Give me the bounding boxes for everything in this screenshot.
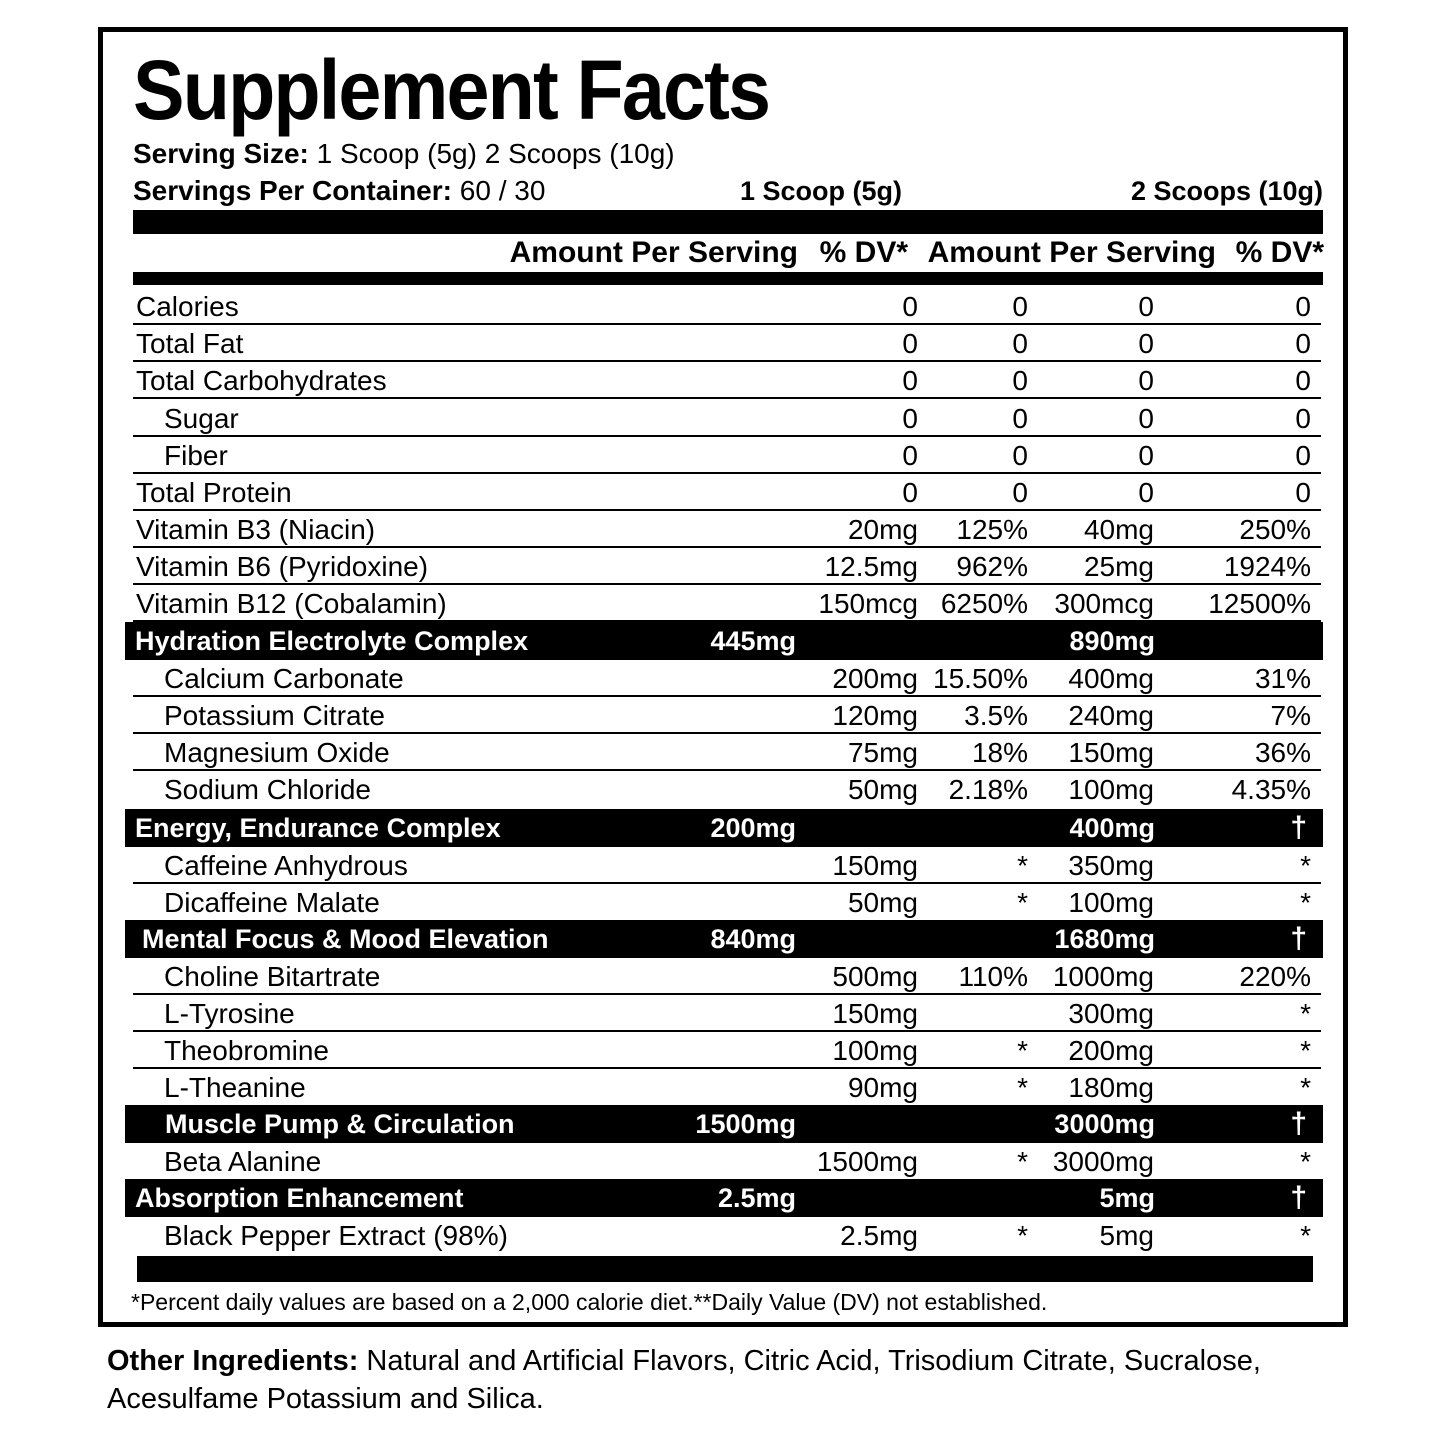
amount-1-scoop: 0 bbox=[902, 291, 918, 322]
dv-2-scoops: 7% bbox=[1270, 700, 1311, 731]
servings-per-container-value: 60 / 30 bbox=[459, 175, 546, 206]
dv-2-scoops: 0 bbox=[1295, 440, 1311, 471]
dv-2-scoops: 0 bbox=[1295, 403, 1311, 434]
row-name: Black Pepper Extract (98%) bbox=[164, 1220, 508, 1251]
table-row bbox=[133, 585, 1321, 622]
dv-2-scoops: * bbox=[1300, 850, 1311, 881]
row-name: Dicaffeine Malate bbox=[164, 887, 380, 918]
amount-1-scoop: 500mg bbox=[832, 961, 918, 992]
dv-1-scoop: 18% bbox=[971, 737, 1028, 768]
table-row bbox=[133, 288, 1321, 325]
table-row bbox=[133, 884, 1321, 921]
footnote: *Percent daily values are based on a 2,000 calorie diet.**Daily Value (DV) not established. bbox=[131, 1289, 1048, 1315]
dv-1-scoop: * bbox=[1017, 887, 1028, 918]
dv-1-scoop: 0 bbox=[1012, 365, 1028, 396]
row-name: L-Theanine bbox=[164, 1072, 306, 1103]
dv-1-scoop: 0 bbox=[1012, 403, 1028, 434]
dv-2-scoops: 220% bbox=[1239, 961, 1311, 992]
row-name: Sugar bbox=[164, 403, 239, 434]
dv-1-scoop: 0 bbox=[1012, 477, 1028, 508]
section-amount-1-scoop: 200mg bbox=[710, 813, 796, 843]
table-row bbox=[133, 437, 1321, 474]
amount-per-serving-header-1: Amount Per Serving bbox=[509, 236, 798, 269]
medium-divider bbox=[133, 272, 1323, 285]
row-name: Vitamin B3 (Niacin) bbox=[136, 514, 376, 545]
table-row bbox=[133, 660, 1321, 697]
amount-2-scoops: 300mg bbox=[1068, 998, 1154, 1029]
table-row bbox=[133, 325, 1321, 362]
amount-1-scoop: 0 bbox=[902, 477, 918, 508]
amount-1-scoop: 2.5mg bbox=[840, 1220, 918, 1251]
table-row bbox=[133, 400, 1321, 437]
amount-2-scoops: 1000mg bbox=[1052, 961, 1154, 992]
serving-size-value: 1 Scoop (5g) 2 Scoops (10g) bbox=[316, 138, 675, 169]
row-name: Vitamin B6 (Pyridoxine) bbox=[136, 551, 429, 582]
section-dagger: † bbox=[1290, 1181, 1307, 1214]
bottom-divider bbox=[137, 1256, 1313, 1282]
row-name: Calories bbox=[136, 291, 239, 322]
thick-divider bbox=[133, 210, 1323, 234]
amount-1-scoop: 12.5mg bbox=[824, 551, 918, 582]
amount-2-scoops: 100mg bbox=[1068, 774, 1154, 805]
row-name: L-Tyrosine bbox=[164, 998, 295, 1029]
table-row bbox=[133, 1069, 1321, 1106]
amount-2-scoops: 240mg bbox=[1068, 700, 1154, 731]
table-row bbox=[133, 995, 1321, 1032]
dv-1-scoop: * bbox=[1017, 1072, 1028, 1103]
dv-2-scoops: * bbox=[1300, 998, 1311, 1029]
panel-title: Supplement Facts bbox=[133, 43, 770, 137]
section-name: Muscle Pump & Circulation bbox=[165, 1109, 515, 1139]
dv-2-scoops: * bbox=[1300, 1220, 1311, 1251]
dv-header-2: % DV* bbox=[1235, 236, 1324, 269]
other-ingredients-label: Other Ingredients: bbox=[107, 1345, 359, 1377]
amount-1-scoop: 1500mg bbox=[816, 1146, 918, 1177]
row-name: Caffeine Anhydrous bbox=[164, 850, 408, 881]
dv-2-scoops: 36% bbox=[1254, 737, 1311, 768]
row-name: Total Protein bbox=[136, 477, 292, 508]
row-name: Theobromine bbox=[164, 1035, 329, 1066]
amount-2-scoops: 0 bbox=[1138, 365, 1154, 396]
amount-2-scoops: 40mg bbox=[1083, 514, 1154, 545]
dv-1-scoop: 125% bbox=[956, 514, 1028, 545]
amount-1-scoop: 150mcg bbox=[818, 588, 918, 619]
dv-2-scoops: * bbox=[1300, 887, 1311, 918]
table-row bbox=[133, 548, 1321, 585]
dv-1-scoop: 2.18% bbox=[948, 774, 1028, 805]
section-amount-1-scoop: 840mg bbox=[710, 924, 796, 954]
amount-1-scoop: 120mg bbox=[832, 700, 918, 731]
amount-2-scoops: 0 bbox=[1138, 477, 1154, 508]
amount-1-scoop: 50mg bbox=[847, 887, 918, 918]
row-name: Potassium Citrate bbox=[164, 700, 385, 731]
amount-2-scoops: 400mg bbox=[1068, 663, 1154, 694]
dv-2-scoops: 31% bbox=[1254, 663, 1311, 694]
amount-2-scoops: 25mg bbox=[1083, 551, 1154, 582]
amount-1-scoop: 150mg bbox=[832, 850, 918, 881]
table-row bbox=[133, 697, 1321, 734]
dv-1-scoop: 110% bbox=[958, 961, 1028, 992]
amount-2-scoops: 3000mg bbox=[1052, 1146, 1154, 1177]
table-row bbox=[133, 958, 1321, 995]
section-header bbox=[125, 622, 1323, 660]
section-amount-1-scoop: 445mg bbox=[710, 626, 796, 656]
dv-1-scoop: 6250% bbox=[940, 588, 1028, 619]
dv-1-scoop: 962% bbox=[956, 551, 1028, 582]
other-ingredients-value: Natural and Artificial Flavors, Citric Acid, Trisodium Citrate, Sucralose, Acesulfame Potassium and Silica. bbox=[107, 1345, 1261, 1415]
dv-2-scoops: 12500% bbox=[1208, 588, 1311, 619]
row-name: Beta Alanine bbox=[164, 1146, 322, 1177]
amount-1-scoop: 0 bbox=[902, 440, 918, 471]
section-header bbox=[125, 809, 1323, 847]
dv-2-scoops: 0 bbox=[1295, 328, 1311, 359]
row-name: Fiber bbox=[164, 440, 228, 471]
amount-1-scoop: 90mg bbox=[847, 1072, 918, 1103]
dv-1-scoop: * bbox=[1017, 1220, 1028, 1251]
amount-2-scoops: 300mcg bbox=[1054, 588, 1154, 619]
section-amount-1-scoop: 1500mg bbox=[695, 1109, 796, 1139]
amount-1-scoop: 75mg bbox=[847, 737, 918, 768]
amount-per-serving-header-2: Amount Per Serving bbox=[927, 236, 1216, 269]
section-amount-2-scoops: 890mg bbox=[1069, 626, 1155, 656]
dv-2-scoops: * bbox=[1300, 1146, 1311, 1177]
amount-2-scoops: 5mg bbox=[1099, 1220, 1154, 1251]
serving-size-label: Serving Size: bbox=[133, 138, 309, 169]
section-header bbox=[125, 1105, 1323, 1143]
section-amount-2-scoops: 1680mg bbox=[1054, 924, 1155, 954]
section-name: Mental Focus & Mood Elevation bbox=[142, 924, 549, 954]
table-row bbox=[133, 511, 1321, 548]
row-name: Vitamin B12 (Cobalamin) bbox=[136, 588, 447, 619]
dv-2-scoops: 4.35% bbox=[1231, 774, 1311, 805]
section-name: Energy, Endurance Complex bbox=[135, 813, 501, 843]
amount-2-scoops: 0 bbox=[1138, 328, 1154, 359]
table-row bbox=[133, 771, 1321, 808]
row-name: Choline Bitartrate bbox=[164, 961, 381, 992]
section-header bbox=[125, 1179, 1323, 1217]
section-name: Absorption Enhancement bbox=[135, 1183, 464, 1213]
section-amount-2-scoops: 3000mg bbox=[1054, 1109, 1155, 1139]
amount-1-scoop: 0 bbox=[902, 328, 918, 359]
dv-2-scoops: * bbox=[1300, 1035, 1311, 1066]
amount-2-scoops: 0 bbox=[1138, 291, 1154, 322]
amount-1-scoop: 100mg bbox=[832, 1035, 918, 1066]
dv-1-scoop: * bbox=[1017, 1146, 1028, 1177]
dv-2-scoops: 0 bbox=[1295, 291, 1311, 322]
amount-2-scoops: 100mg bbox=[1068, 887, 1154, 918]
servings-per-container bbox=[133, 174, 545, 208]
row-name: Calcium Carbonate bbox=[164, 663, 404, 694]
section-name: Hydration Electrolyte Complex bbox=[135, 626, 529, 656]
table-row bbox=[133, 1143, 1321, 1180]
amount-1-scoop: 20mg bbox=[847, 514, 918, 545]
dv-1-scoop: * bbox=[1017, 1035, 1028, 1066]
column-head-2-scoops: 2 Scoops (10g) bbox=[1130, 176, 1323, 206]
table-row bbox=[133, 1217, 1321, 1254]
row-name: Total Fat bbox=[136, 328, 244, 359]
amount-2-scoops: 180mg bbox=[1068, 1072, 1154, 1103]
servings-per-container-label: Servings Per Container: bbox=[133, 175, 452, 206]
amount-1-scoop: 150mg bbox=[832, 998, 918, 1029]
dv-1-scoop: * bbox=[1017, 850, 1028, 881]
section-dagger: † bbox=[1290, 811, 1307, 844]
table-row bbox=[133, 1032, 1321, 1069]
dv-header-1: % DV* bbox=[819, 236, 908, 269]
dv-2-scoops: 250% bbox=[1239, 514, 1311, 545]
serving-size bbox=[133, 137, 675, 171]
dv-2-scoops: 1924% bbox=[1223, 551, 1311, 582]
amount-1-scoop: 0 bbox=[902, 365, 918, 396]
dv-1-scoop: 0 bbox=[1012, 328, 1028, 359]
section-amount-1-scoop: 2.5mg bbox=[717, 1183, 796, 1213]
section-amount-2-scoops: 5mg bbox=[1099, 1183, 1155, 1213]
amount-2-scoops: 350mg bbox=[1068, 850, 1154, 881]
amount-2-scoops: 200mg bbox=[1068, 1035, 1154, 1066]
dv-1-scoop: 15.50% bbox=[933, 663, 1028, 694]
section-dagger: † bbox=[1290, 1107, 1307, 1140]
table-row bbox=[133, 734, 1321, 771]
row-name: Sodium Chloride bbox=[164, 774, 371, 805]
amount-2-scoops: 0 bbox=[1138, 440, 1154, 471]
section-dagger: † bbox=[1290, 922, 1307, 955]
other-ingredients bbox=[107, 1342, 1347, 1418]
table-row bbox=[133, 362, 1321, 399]
amount-1-scoop: 200mg bbox=[832, 663, 918, 694]
dv-2-scoops: 0 bbox=[1295, 365, 1311, 396]
row-name: Total Carbohydrates bbox=[136, 365, 387, 396]
dv-1-scoop: 0 bbox=[1012, 291, 1028, 322]
table-row bbox=[133, 847, 1321, 884]
section-header bbox=[125, 920, 1323, 958]
amount-2-scoops: 150mg bbox=[1068, 737, 1154, 768]
amount-1-scoop: 50mg bbox=[847, 774, 918, 805]
table-row bbox=[133, 474, 1321, 511]
column-head-1-scoop: 1 Scoop (5g) bbox=[739, 176, 902, 206]
dv-2-scoops: 0 bbox=[1295, 477, 1311, 508]
amount-2-scoops: 0 bbox=[1138, 403, 1154, 434]
dv-1-scoop: 3.5% bbox=[964, 700, 1028, 731]
row-name: Magnesium Oxide bbox=[164, 737, 390, 768]
dv-1-scoop: 0 bbox=[1012, 440, 1028, 471]
dv-2-scoops: * bbox=[1300, 1072, 1311, 1103]
amount-1-scoop: 0 bbox=[902, 403, 918, 434]
section-amount-2-scoops: 400mg bbox=[1069, 813, 1155, 843]
